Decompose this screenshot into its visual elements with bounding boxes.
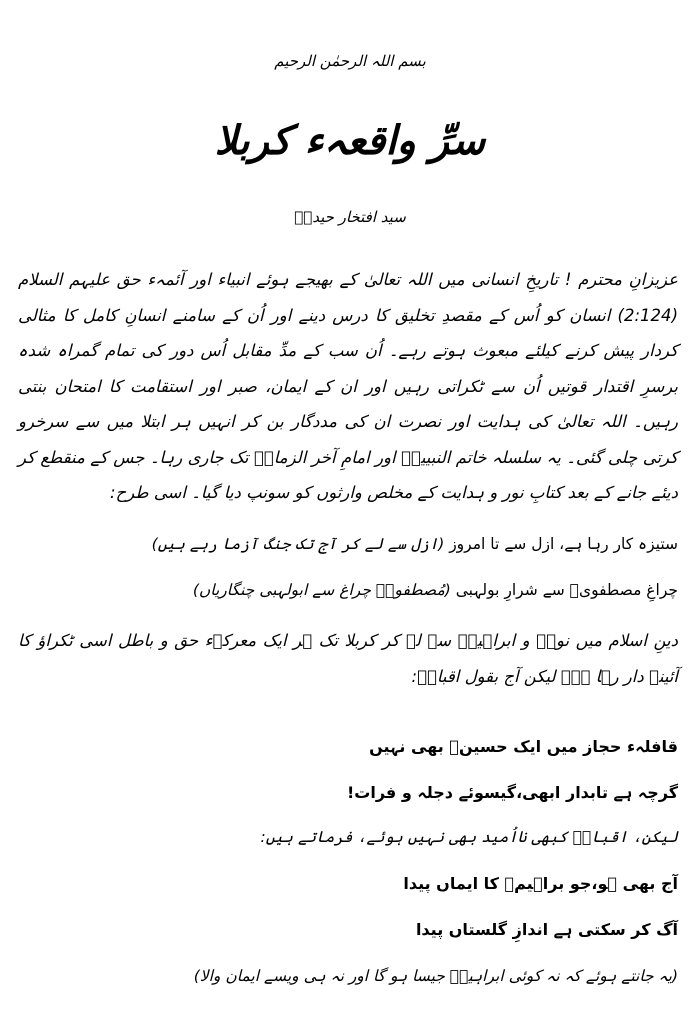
couplet-2-line-1: آج بھی ہو،جو براہیمؑ کا ایماں پیدا bbox=[403, 874, 678, 893]
paragraph-intro: عزیزانِ محترم ! تاریخِ انسانی میں اللہ تعالیٰ کے بھیجے ہوئے انبیاء اور آئمہء حق علیہم السلام (2:124) انسان کو اُس کے مقصدِ تخلیق کا درس دینے اور اُن کے سامنے انسانِ کامل کا مثالی کردار پیش کرنے کیلئے مبعوث ہوتے رہے۔ اُن سب کے مدِّ مقابل اُس دور کی تمام گمراہ شدہ برسرِ اقتدار قوتیں اُن سے ٹکراتی رہیں اور ان کے ایمان، صبر اور استقامت کا امتحان بنتی رہیں۔ اللہ تعالیٰ کی ہدایت اور نصرت ان کی مددگار بن کر انہیں ہر ابتلا میں سے سرخرو کرتی چلی گئی۔ یہ سلسلہ خاتم النبیینؐ اور امامِ آخر الزماںؑ تک جاری رہا۔ جس کے منقطع کر دیئے جانے کے بعد کتابِ نور و ہدایت کے مخلص وارثوں کو سونپ دیا گیا۔ اسی طرح: bbox=[18, 270, 678, 502]
couplet-2-line-2: آگ کر سکتی ہے اندازِ گلستاں پیدا bbox=[415, 920, 678, 939]
couplet-1-line-1: قافلہء حجاز میں ایک حسینؑ بھی نہیں bbox=[369, 737, 678, 756]
transition-line: لیکن، اقبالؒ کبھی نااُمید بھی نہیں ہوئے، فرماتے ہیں: bbox=[260, 828, 678, 846]
document-title: سرِّ واقعہء کربلا bbox=[214, 118, 486, 164]
bismillah: بسم اللہ الرحمٰن الرحیم bbox=[274, 52, 426, 70]
verse-1 bbox=[18, 532, 678, 556]
verse-2 bbox=[18, 578, 678, 602]
closing-gloss: (یہ جانتے ہوئے کہ نہ کوئی ابراہیمؑ جیسا ہو گا اور نہ ہی ویسے ایمان والا) bbox=[193, 967, 678, 985]
paragraph-iqbal: دینِ اسلام میں نوحؑ و ابراہیمؑ سے لے کر کربلا تک ہر ایک معرکہء حق و باطل اسی ٹکراؤ کا آئینہ دار رہا ہے۔ لیکن آج بقول اقبالؒ: bbox=[18, 631, 678, 686]
verse-2-text: چراغِ مصطفویؐ سے شرارِ بولہبی bbox=[455, 581, 678, 599]
verse-1-text: ستیزہ کار رہا ہے، ازل سے تا امروز bbox=[449, 535, 678, 553]
verse-2-gloss: (مُصطفویؐ چراغ سے ابولہبی چنگاریاں) bbox=[192, 581, 451, 599]
verse-1-gloss: (ازل سے لے کر آج تک جنگ آزما رہے ہیں) bbox=[151, 535, 445, 553]
author-name: سید افتخار حیدرؔ bbox=[294, 208, 406, 226]
couplet-1-line-2: گرچہ ہے تابدار ابھی،گیسوئے دجلہ و فرات! bbox=[346, 783, 678, 802]
